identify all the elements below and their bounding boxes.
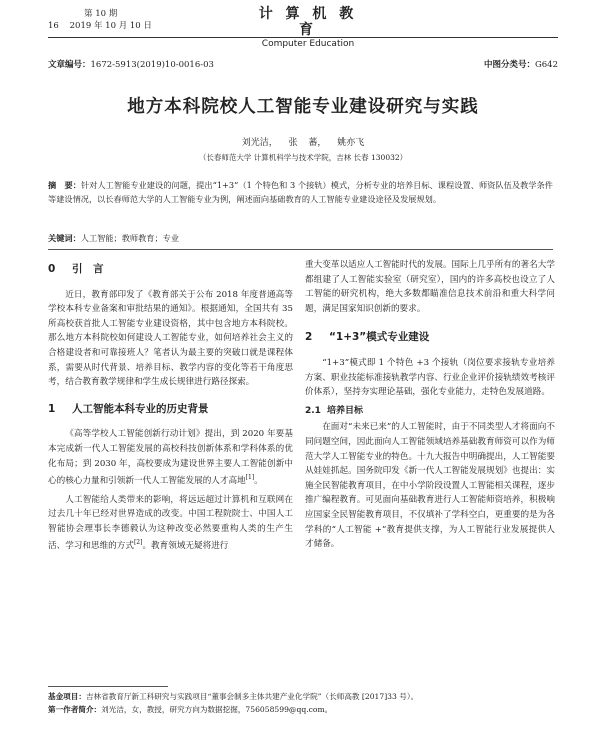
header-left xyxy=(48,8,152,32)
paragraph-end: 。 xyxy=(254,475,263,486)
left-column xyxy=(48,258,293,558)
section-title: 人工智能本科专业的历史背景 xyxy=(72,402,209,415)
subsection-heading-2-1 xyxy=(305,404,555,419)
abstract-label: 摘 要： xyxy=(48,180,81,190)
section-heading-1 xyxy=(48,402,293,417)
paragraph-text: 人工智能给人类带来的影响，将远远超过计算机和互联网在过去几十年已经对世界造成的改变。中国工程院院士、中国人工智能协会理事长李德毅认为这种改变必然要重构人类的生产生活、学习和思维的方式 xyxy=(48,494,293,552)
clc-label: 中图分类号： xyxy=(483,60,535,70)
clc-value: G642 xyxy=(534,60,558,70)
abstract xyxy=(48,178,553,206)
section-number: 2 xyxy=(305,331,313,344)
subsection-title: 培养目标 xyxy=(327,405,364,416)
clc-number xyxy=(484,58,558,70)
authors: 刘光洁， 张 蕃， 姚亦飞 xyxy=(241,138,365,148)
author-note xyxy=(48,703,558,716)
paragraph-text: 《高等学校人工智能创新行动计划》提出，到 2020 年要基本完成新一代人工智能发展的高校科技创新体系和学科体系的优化布局；到 2030 年，高校要成为建设世界主要人工智能创新中心的核心力量和引领新一代人工智能发展的人才高地 xyxy=(48,429,293,486)
fund-note xyxy=(48,690,558,703)
paragraph: “1+3”模式即 1 个特色 +3 个接轨（岗位要求接轨专业培养方案、职业技能标准接轨教学内容、行业企业评价接轨绩效考核评价体系），坚持夯实理论基础，强化专业能力，走特色发展道路。 xyxy=(305,357,555,398)
issue-number: 第 10 期 xyxy=(84,9,118,19)
header-rule xyxy=(48,37,558,38)
section-heading-0 xyxy=(48,262,293,277)
author-text: 刘光洁，女，教授，研究方向为数据挖掘，756058599@qq.com。 xyxy=(101,705,333,714)
keywords-text: 人工智能；教师教育；专业 xyxy=(80,233,180,243)
section-number: 0 xyxy=(48,263,56,275)
section-heading-2 xyxy=(305,330,555,345)
citation-ref: [2] xyxy=(133,539,143,547)
publication-date: 2019 年 10 月 10 日 xyxy=(69,21,152,31)
section-title: 引 言 xyxy=(72,263,104,275)
fund-text: 吉林省教育厅新工科研究与实践项目“董事会制多主体共建产业化学院”（长师高教 [2017]33 号）。 xyxy=(85,692,419,701)
journal-title: 计 算 机 教 育 xyxy=(258,6,358,38)
abstract-text: 针对人工智能专业建设的问题，提出“1+3”（1 个特色和 3 个接轨）模式，分析专业的培养目标、课程设置、师资队伍及教学条件等建设情况，以长春师范大学的人工智能专业为例，阐述面向基础教育的人工智能专业建设途径及发展规划。 xyxy=(48,180,553,205)
fund-label: 基金项目： xyxy=(48,692,86,701)
page-number: 16 xyxy=(48,21,59,31)
article-number-label: 文章编号： xyxy=(48,60,91,70)
journal-title-en: Computer Education xyxy=(261,39,355,49)
keywords xyxy=(48,233,553,244)
paragraph-end: 。教育领域无疑将进行 xyxy=(142,541,229,552)
paragraph xyxy=(48,493,293,554)
footnote-rule xyxy=(48,686,168,687)
citation-ref: [1] xyxy=(245,474,255,482)
paragraph-continued: 重大变革以适应人工智能时代的发展。国际上几乎所有的著名大学都组建了人工智能实验室（研究室），国内的许多高校也设立了人工智能的研究机构，绝大多数都瞄准信息技术前沿和重大科学问题，满足国家知识创新的要求。 xyxy=(305,260,555,314)
right-column xyxy=(305,258,555,556)
keywords-label: 关键词： xyxy=(48,233,81,243)
footnotes xyxy=(48,690,558,716)
author-label: 第一作者简介： xyxy=(48,705,102,714)
paper-title: 地方本科院校人工智能专业建设研究与实践 xyxy=(127,97,479,117)
article-number xyxy=(48,58,214,70)
paragraph: 在面对“未来已来”的人工智能时，由于不同类型人才将面向不同问题空间，因此面向人工智能领域培养基础教育师资可以作为师范大学人工智能专业的特色。十九大报告中明确提出，人工智能要从娃娃抓起。国务院印发《新一代人工智能发展规划》也提出：实施全民智能教育项目，在中小学阶段设置人工智能相关课程，逐步推广编程教育。可见面向基础教育进行人工智能师资培养，积极响应国家全民智能教育项目，不仅填补了学科空白，更重要的是为各学科的“人工智能 +”教育提供支撑，为人工智能行业发展提供人才储备。 xyxy=(305,422,555,550)
keywords-rule xyxy=(48,249,553,250)
article-number-value: 1672-5913(2019)10-0016-03 xyxy=(90,60,214,70)
affiliation: （长春师范大学 计算机科学与技术学院，吉林 长春 130032） xyxy=(198,153,408,162)
paragraph xyxy=(48,427,293,488)
section-number: 1 xyxy=(48,402,56,415)
paragraph: 近日，教育部印发了《教育部关于公布 2018 年度普通高等学校本科专业备案和审批结果的通知》。根据通知，全国共有 35 所高校获首批人工智能专业建设资格，其中包含地方本科院校。那么地方本科院校如何建设人工智能专业，如何培养社会主义的合格建设者和可靠接班人？笔者认为最主要的突破口就是课程体系，需要从时代背景、培养目标、教学内容的变化等若干角度思考，结合教育教学规律和学生成长规律进行路径探索。 xyxy=(48,289,293,388)
header-center xyxy=(248,6,368,50)
section-title: “1+3”模式专业建设 xyxy=(329,331,430,344)
subsection-number: 2.1 xyxy=(305,405,321,416)
